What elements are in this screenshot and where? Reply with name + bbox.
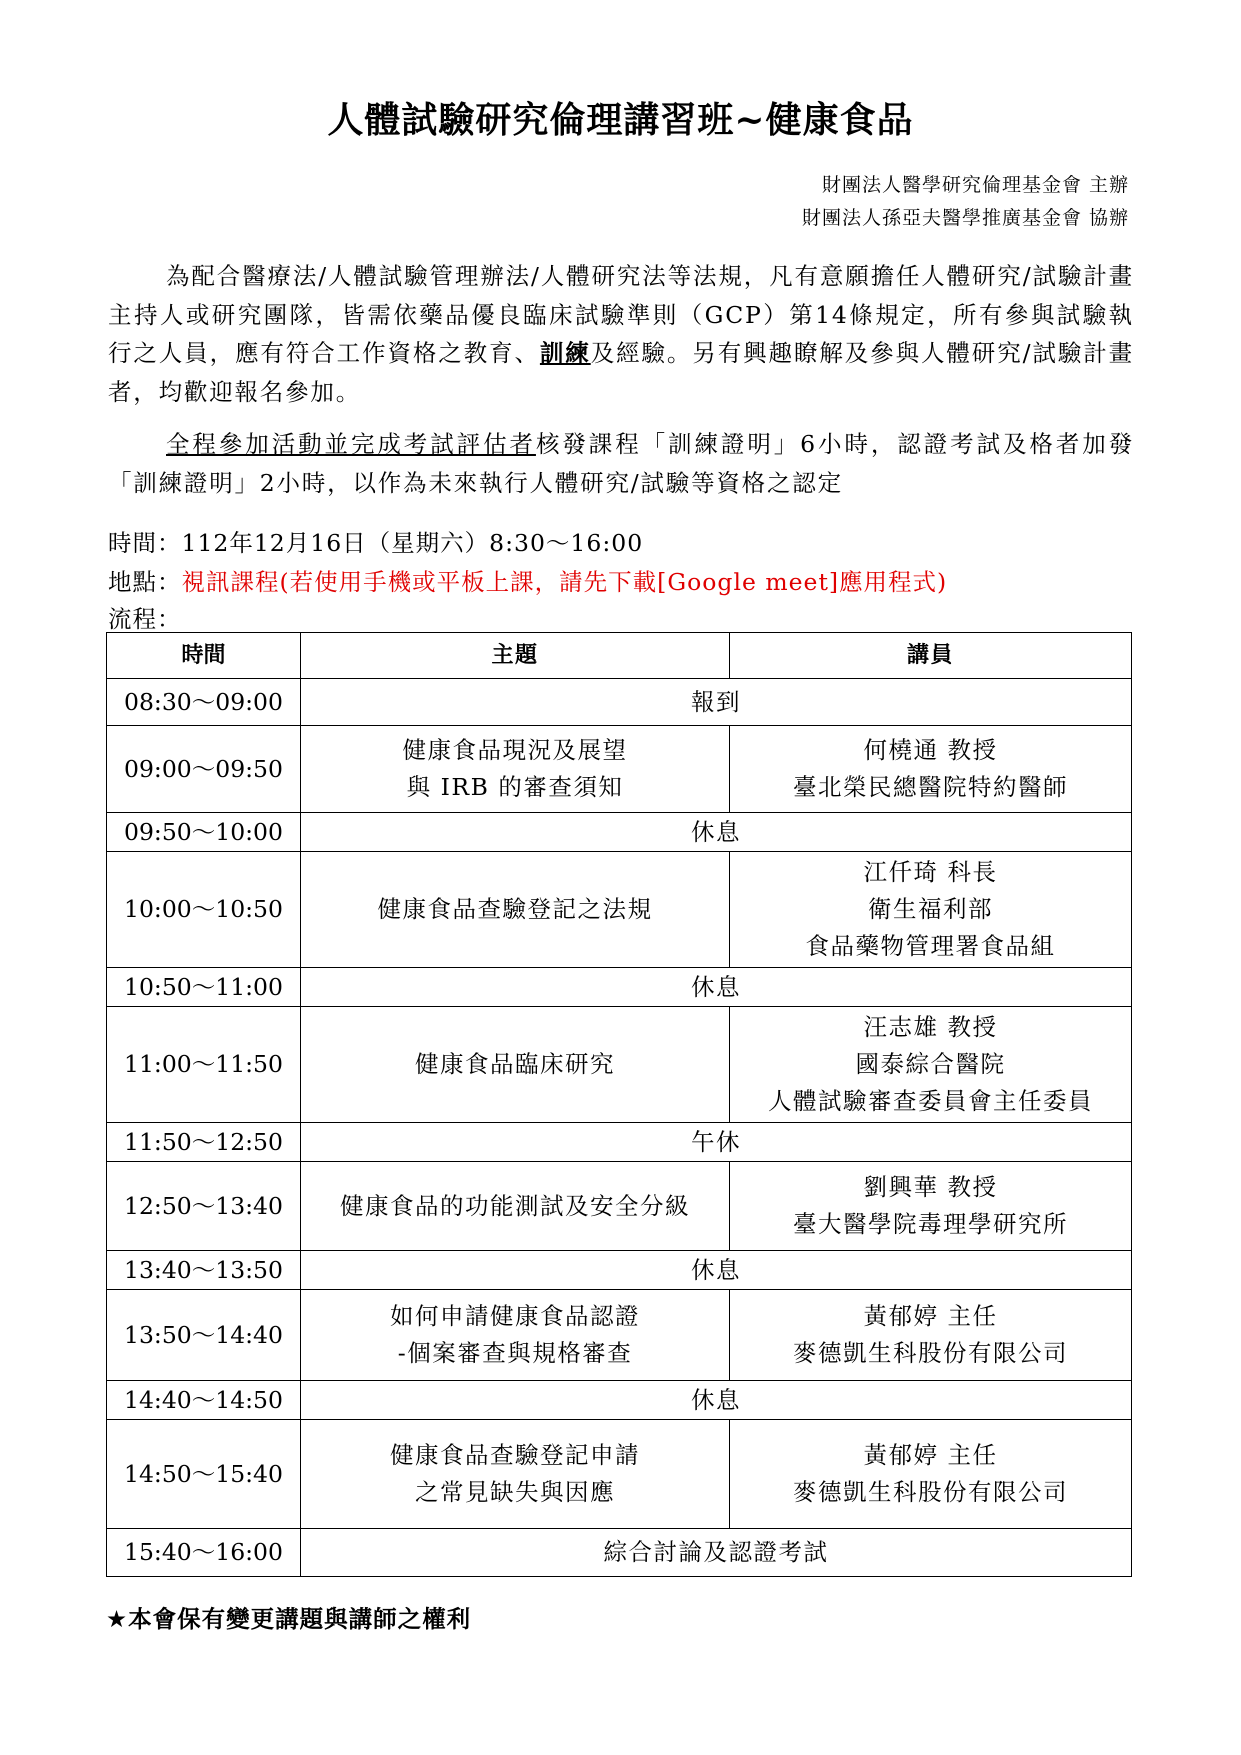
topic-line: 如何申請健康食品認證: [390, 1302, 640, 1330]
certificate-rest: 核發課程「訓練證明」6小時，認證考試及格者加發「訓練證明」2小時，以作為未來執行人體研究/試驗等資格之認定: [108, 430, 1134, 497]
row-time: 11:00～11:50: [107, 1007, 301, 1123]
certificate-underlined: 全程參加活動並完成考試評估者: [166, 430, 536, 458]
speaker-line: 劉興華 教授: [863, 1173, 998, 1201]
location-value: 視訊課程(若使用手機或平板上課，請先下載[Google meet]應用程式): [181, 568, 948, 596]
speaker-line: 臺大醫學院毒理學研究所: [793, 1210, 1068, 1238]
row-time: 08:30～09:00: [107, 679, 301, 726]
intro-text-a: 為配合醫療法/人體試驗管理辦法/人體研究法等法規，凡有意願擔任人體研究/試驗計畫主持人或研究團隊，皆需依藥品優良臨床試驗準則（GCP）第14條規定，所有參與試驗執行之人員，應有符合工作資格之教育、: [108, 262, 1134, 367]
table-row: [107, 679, 1132, 726]
row-speaker: [730, 1162, 1132, 1251]
topic-line: 與 IRB 的審查須知: [406, 773, 624, 801]
row-topic: [301, 1290, 730, 1381]
speaker-line: 衛生福利部: [868, 895, 993, 923]
time-label: 時間：: [108, 529, 182, 557]
row-speaker: [730, 852, 1132, 968]
speaker-line: 食品藥物管理署食品組: [805, 932, 1056, 960]
row-topic: [301, 852, 730, 968]
row-time: 14:50～15:40: [107, 1420, 301, 1529]
table-row: [107, 1290, 1132, 1381]
table-row: [107, 1381, 1132, 1420]
topic-line: 之常見缺失與因應: [415, 1478, 615, 1506]
footer-note: ★本會保有變更講題與講師之權利: [106, 1605, 472, 1633]
table-row: [107, 1251, 1132, 1290]
agenda-table: [106, 632, 1132, 1577]
row-time: 14:40～14:50: [107, 1381, 301, 1420]
speaker-line: 麥德凱生科股份有限公司: [793, 1478, 1068, 1506]
header-speaker: 講員: [730, 633, 1132, 679]
row-time: 13:50～14:40: [107, 1290, 301, 1381]
topic-line: 健康食品臨床研究: [415, 1050, 615, 1078]
table-row: [107, 1162, 1132, 1251]
organizer-host: 財團法人醫學研究倫理基金會 主辦: [821, 174, 1129, 196]
certificate-paragraph: [108, 425, 1134, 502]
event-location: [108, 563, 947, 597]
speaker-line: 人體試驗審查委員會主任委員: [768, 1087, 1093, 1115]
speaker-line: 何橈通 教授: [863, 736, 998, 764]
row-topic: [301, 726, 730, 813]
row-speaker: [730, 1007, 1132, 1123]
table-row: [107, 1420, 1132, 1529]
row-speaker: [730, 726, 1132, 813]
intro-text-b: 及經驗。另有興趣瞭解及參與人體研究/試驗計畫者，均歡迎報名參加。: [108, 339, 1134, 406]
row-time: 12:50～13:40: [107, 1162, 301, 1251]
row-topic: [301, 1007, 730, 1123]
row-span: 休息: [301, 1251, 1132, 1290]
table-row: [107, 1529, 1132, 1577]
table-row: [107, 1123, 1132, 1162]
row-topic: [301, 1162, 730, 1251]
row-time: 10:50～11:00: [107, 968, 301, 1007]
table-row: [107, 968, 1132, 1007]
table-row: [107, 813, 1132, 852]
table-row: [107, 852, 1132, 968]
row-span: 綜合討論及認證考試: [301, 1529, 1132, 1577]
agenda-label: 流程：: [108, 605, 182, 633]
row-time: 11:50～12:50: [107, 1123, 301, 1162]
table-header-row: [107, 633, 1132, 679]
row-time: 13:40～13:50: [107, 1251, 301, 1290]
header-topic: 主題: [301, 633, 730, 679]
row-span: 報到: [301, 679, 1132, 726]
topic-line: 健康食品的功能測試及安全分級: [340, 1191, 690, 1220]
table-row: [107, 1007, 1132, 1123]
row-time: 09:00～09:50: [107, 726, 301, 813]
organizer-co-host: 財團法人孫亞夫醫學推廣基金會 協辦: [801, 207, 1129, 229]
row-span: 午休: [301, 1123, 1132, 1162]
speaker-line: 黃郁婷 主任: [863, 1302, 998, 1330]
row-span: 休息: [301, 813, 1132, 852]
row-speaker: [730, 1420, 1132, 1529]
time-value: 112年12月16日（星期六）8:30～16:00: [181, 529, 644, 557]
topic-line: 健康食品查驗登記之法規: [377, 895, 653, 923]
row-time: 10:00～10:50: [107, 852, 301, 968]
speaker-line: 麥德凱生科股份有限公司: [793, 1339, 1068, 1367]
event-time: [108, 524, 643, 558]
speaker-line: 臺北榮民總醫院特約醫師: [793, 773, 1068, 801]
header-time: 時間: [107, 633, 301, 679]
row-speaker: [730, 1290, 1132, 1381]
topic-line: 健康食品查驗登記申請: [390, 1441, 640, 1469]
page-title: 人體試驗研究倫理講習班~健康食品: [327, 99, 914, 141]
speaker-line: 黃郁婷 主任: [863, 1441, 998, 1469]
row-topic: [301, 1420, 730, 1529]
row-span: 休息: [301, 968, 1132, 1007]
topic-line: 健康食品現況及展望: [402, 736, 628, 764]
row-time: 09:50～10:00: [107, 813, 301, 852]
speaker-line: 江仟琦 科長: [863, 858, 998, 886]
topic-line: -個案審查與規格審查: [397, 1339, 633, 1367]
intro-bold-training: 訓練: [539, 339, 591, 367]
speaker-line: 國泰綜合醫院: [855, 1050, 1006, 1078]
location-label: 地點：: [108, 568, 182, 596]
row-span: 休息: [301, 1381, 1132, 1420]
row-time: 15:40～16:00: [107, 1529, 301, 1577]
intro-paragraph: [108, 257, 1134, 411]
table-row: [107, 726, 1132, 813]
speaker-line: 汪志雄 教授: [863, 1013, 998, 1041]
